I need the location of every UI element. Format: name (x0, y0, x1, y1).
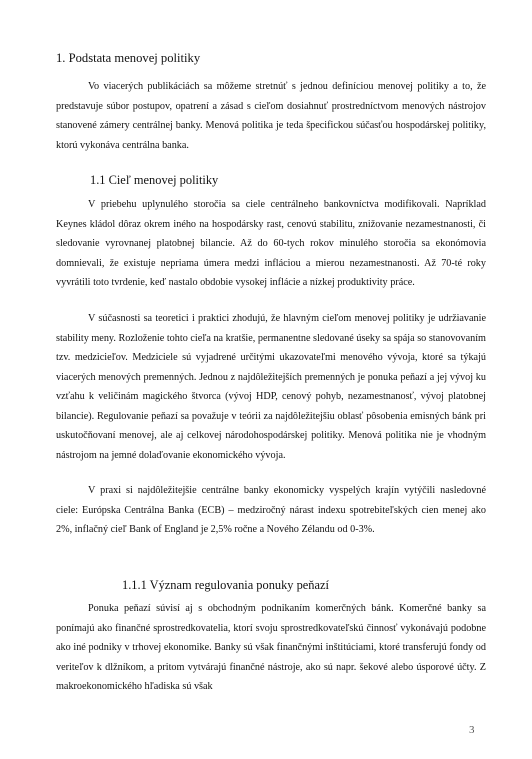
paragraph: V priebehu uplynulého storočia sa ciele centrálneho bankovníctva modifikovali. Napríklad Keynes kládol dôraz okrem iného na hospodársky rast, cenovú stabilitu, znižovanie nezamestnanosti, či sledovanie vyrovnanej platobnej bilancie. Až do 60-tych rokov minulého storočia sa ekonómovia domnievali, že existuje nepriama úmera medzi infláciou a mierou nezamestnanosti. Až 70-té roky vyvrátili toto tvrdenie, keď nastalo obdobie vysokej inflácie a nízkej produktivity práce. (56, 199, 486, 288)
paragraph: Ponuka peňazí súvisí aj s obchodným podnikaním komerčných bánk. Komerčné banky sa ponímajú ako finančné sprostredkovatelia, ktorí svoju sprostredkovateľskú činnosť vykonávajú podobne ako iné podniky v trhovej ekonomike. Banky sú však finančnými inštitúciami, ktoré transferujú fondy od veriteľov k dlžníkom, a pritom vytvárajú finančné nástroje, ako sú napr. šekové alebo úsporové účty. Z makroekonomického hľadiska sú však (56, 603, 486, 692)
paragraph-block (56, 195, 486, 293)
page-number: 3 (469, 724, 475, 736)
paragraph: V súčasnosti sa teoretici i praktici zhodujú, že hlavným cieľom menovej politiky je udržiavanie stability meny. Rozloženie tohto cieľa na kratšie, permanentne sledované úseky sa spája so stanovovaním tzv. medzicieľov. Medziciele sú vyjadrené určitými ukazovateľmi menového vývoja, ktoré sa týkajú viacerých menových premenných. Jednou z najdôležitejších premenných je ponuka peňazí a jej vývoj ku vzťahu k veličinám magického štvorca (vývoj HDP, cenový pohyb, nezamestnanosť, vývoj platobnej bilancie). Regulovanie peňazí sa považuje v teórii za najdôležitejšiu oblasť pôsobenia emisných bánk pri uskutočňovaní menovej, ale aj celkovej národohospodárskej politiky. Menová politika nie je vhodným nástrojom na jemné dolaďovanie ekonomického vývoja. (56, 313, 486, 461)
subsection-heading: 1.1 Cieľ menovej politiky (90, 173, 219, 187)
section-heading: 1. Podstata menovej politiky (56, 51, 201, 65)
paragraph-block (56, 309, 486, 465)
paragraph-block (56, 481, 486, 540)
paragraph-block (56, 77, 486, 155)
paragraph: Vo viacerých publikáciách sa môžeme stretnúť s jednou definíciou menovej politiky a to, že predstavuje súbor postupov, opatrení a zásad s cieľom dosiahnuť prostredníctvom menových nástrojov stanovené zámery centrálnej banky. Menová politika je teda špecifickou súčasťou hospodárskej politiky, ktorú vykonáva centrálna banka. (56, 81, 486, 151)
paragraph: V praxi si najdôležitejšie centrálne banky ekonomicky vyspelých krajín vytýčili nasledovné ciele: Európska Centrálna Banka (ECB) – medziročný nárast indexu spotrebiteľských cien menej ako 2%, inflačný cieľ Bank of England je 2,5% ročne a Nového Zélandu od 0-3%. (56, 485, 486, 535)
paragraph-block (56, 599, 486, 697)
subsubsection-heading: 1.1.1 Význam regulovania ponuky peňazí (122, 578, 329, 592)
